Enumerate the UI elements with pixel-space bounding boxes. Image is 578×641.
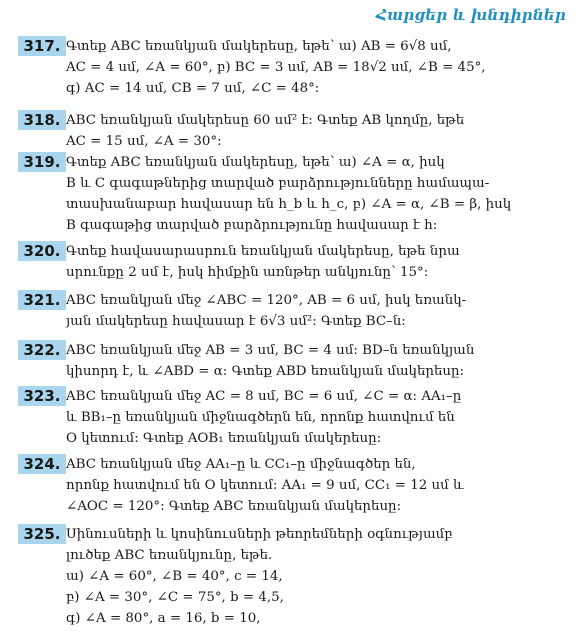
- problem-line: Սինուսների և կոսինուսների թեորեմների օգնությամբ: [66, 527, 453, 542]
- problem-line: տասխանաբար հավասար են h_b և h_c, բ) ∠A = α, ∠B = β, իսկ: [66, 197, 512, 212]
- problem-line: B գագաթից տարված բարձրությունը հավասար է h:: [66, 218, 438, 233]
- problem-line: ABC եռանկյան մակերեսը 60 սմ² է: Գտեք AB կողմը, եթե: [66, 113, 465, 128]
- problem-line: լուծեք ABC եռանկյունը, եթե.: [66, 548, 273, 563]
- problem-line: ABC եռանկյան մեջ AA₁–ը և CC₁–ը միջնագծեր են,: [66, 457, 416, 472]
- problem-text: [66, 454, 568, 517]
- problem-number: 323.: [18, 386, 66, 406]
- problem-line: կիսորդ է, և ∠ABD = α: Գտեք ABD եռանկյան մակերեսը:: [66, 364, 465, 379]
- problem-text: [66, 110, 568, 152]
- problem-line: որոնք հատվում են O կետում: AA₁ = 9 սմ, CC₁ = 12 սմ և: [66, 478, 464, 493]
- problem-line: սրունքը 2 սմ է, իսկ հիմքին առնթեր անկյունը՝ 15°:: [66, 265, 429, 280]
- problem-line: ABC եռանկյան մեջ ∠ABC = 120°, AB = 6 սմ, իսկ եռանկ-: [66, 293, 467, 308]
- problem-line: B և C գագաթներից տարված բարձրությունները համապա-: [66, 176, 490, 191]
- problem-line: բ) ∠A = 30°, ∠C = 75°, b = 4,5,: [66, 590, 284, 605]
- problem-line: ABC եռանկյան մեջ AC = 8 սմ, BC = 6 սմ, ∠C = α: AA₁–ը: [66, 389, 462, 404]
- problem-line: Գտեք ABC եռանկյան մակերեսը, եթե՝ ա) AB = 6√8 սմ,: [66, 39, 452, 54]
- problem-line: գ) AC = 14 սմ, CB = 7 սմ, ∠C = 48°:: [66, 81, 320, 96]
- problem-line: ա) ∠A = 60°, ∠B = 40°, c = 14,: [66, 569, 283, 584]
- problem-number: 322.: [18, 340, 66, 360]
- problem-text: [66, 152, 568, 236]
- problem-text: [66, 241, 568, 283]
- problem-line: AC = 15 սմ, ∠A = 30°:: [66, 134, 222, 149]
- problem-text: [66, 290, 568, 332]
- problem-line: յան մակերեսը հավասար է 6√3 սմ²: Գտեք BC–ն:: [66, 314, 406, 329]
- problem-line: O կետում: Գտեք AOB₁ եռանկյան մակերեսը:: [66, 431, 382, 446]
- problem-number: 318.: [18, 110, 66, 130]
- problem-line: AC = 4 սմ, ∠A = 60°, բ) BC = 3 սմ, AB = 18√2 սմ, ∠B = 45°,: [66, 60, 486, 75]
- problem-number: 319.: [18, 152, 66, 172]
- problem-line: և BB₁–ը եռանկյան միջնագծերն են, որոնք հատվում են: [66, 410, 455, 425]
- problem-text: [66, 386, 568, 449]
- problem-line: ABC եռանկյան մեջ AB = 3 սմ, BC = 4 սմ: BD–ն եռանկյան: [66, 343, 475, 358]
- problem-number: 320.: [18, 241, 66, 261]
- problem-line: Գտեք ABC եռանկյան մակերեսը, եթե՝ ա) ∠A = α, իսկ: [66, 155, 445, 170]
- problem-line: Գտեք հավասարասրուն եռանկյան մակերեսը, եթե նրա: [66, 244, 460, 259]
- problem-number: 324.: [18, 454, 66, 474]
- problem-number: 321.: [18, 290, 66, 310]
- problem-text: [66, 36, 568, 99]
- problem-text: [66, 340, 568, 382]
- problem-text: [66, 524, 568, 629]
- problem-line: ∠AOC = 120°: Գտեք ABC եռանկյան մակերեսը:: [66, 499, 402, 514]
- problem-number: 325.: [18, 524, 66, 544]
- problem-number: 317.: [18, 36, 66, 56]
- section-header: Հարցեր և խնդիրներ: [376, 6, 566, 24]
- problem-line: գ) ∠A = 80°, a = 16, b = 10,: [66, 611, 261, 626]
